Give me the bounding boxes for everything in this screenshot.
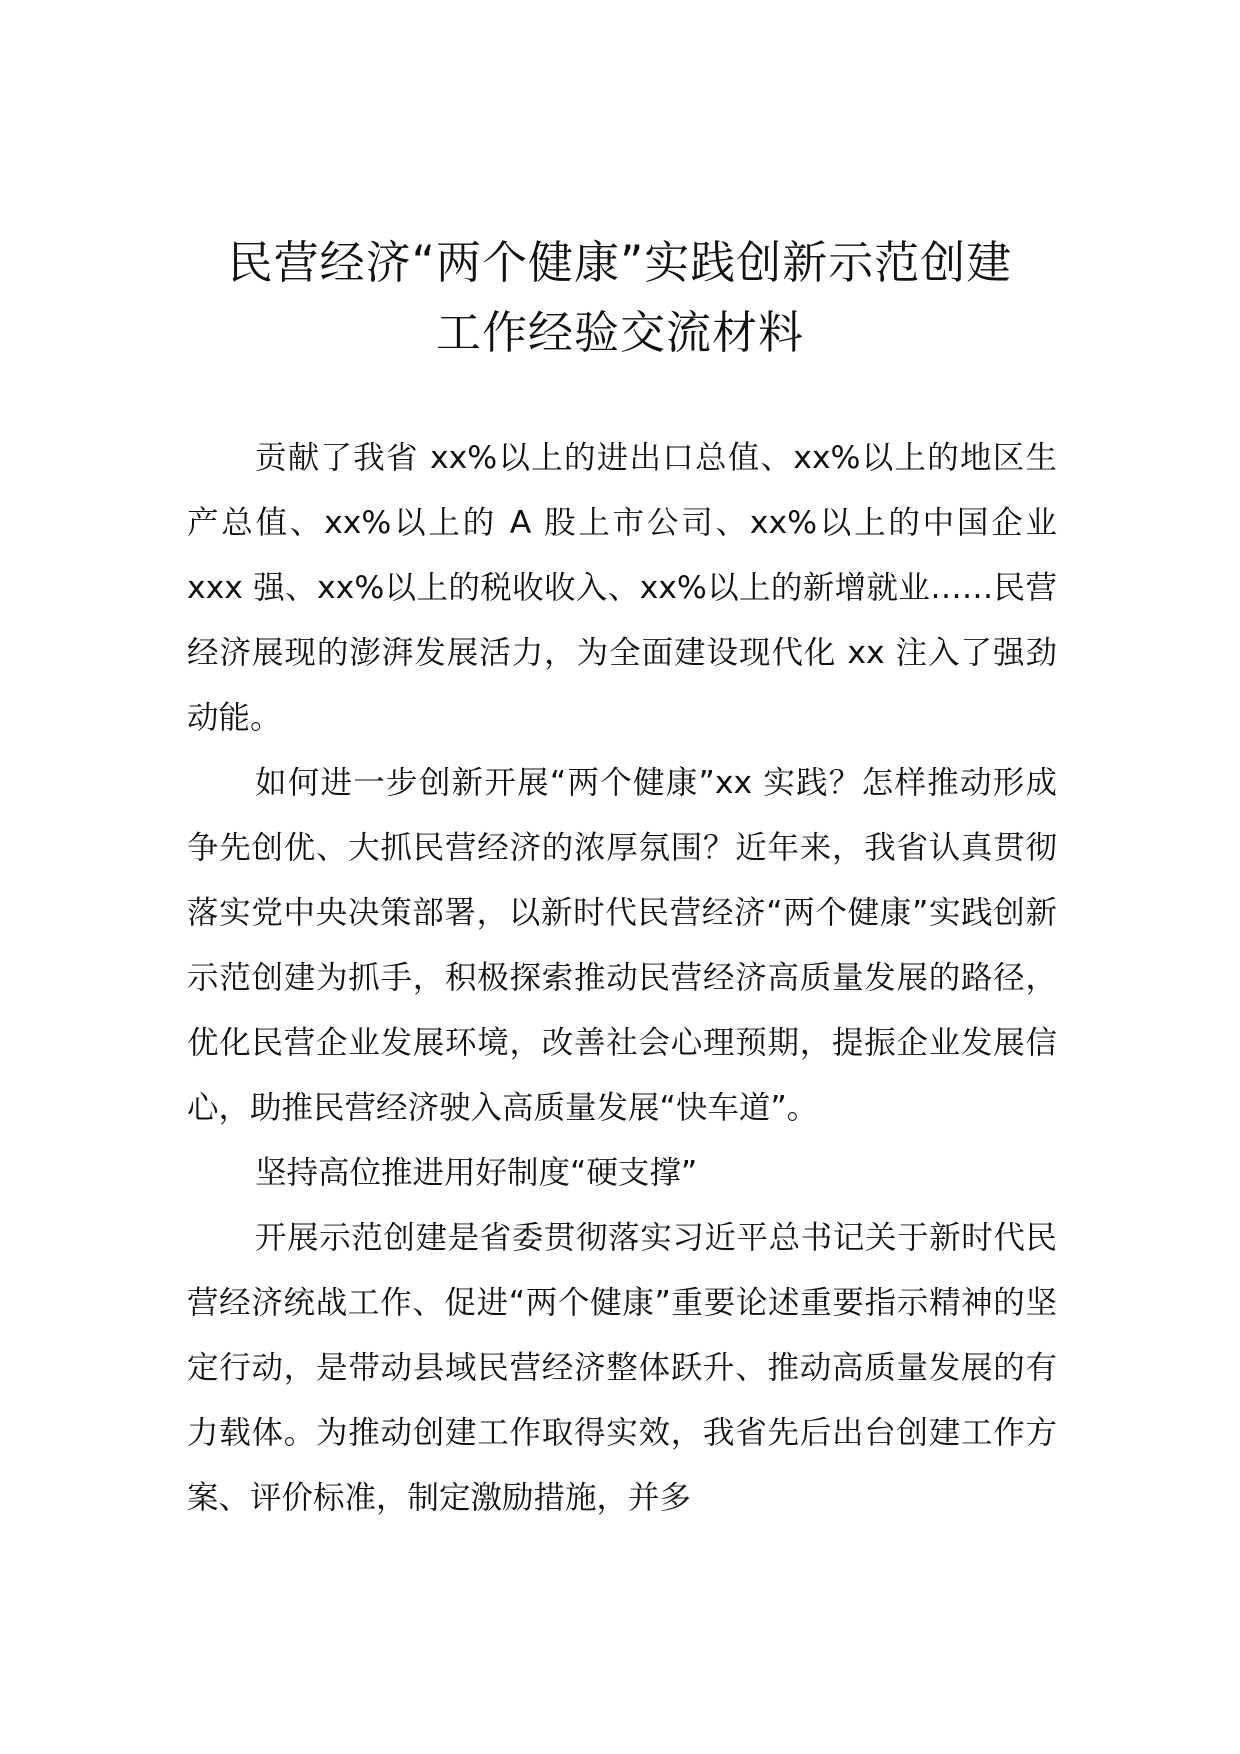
document-body — [187, 426, 1057, 1531]
title-line-2: 工作经验交流材料 — [435, 306, 804, 359]
title-line-1: 民营经济“两个健康”实践创新示范创建 — [227, 236, 1013, 289]
paragraph-3: 开展示范创建是省委贯彻落实习近平总书记关于新时代民营经济统战工作、促进“两个健康”重要论述重要指示精神的坚定行动，是带动县域民营经济整体跃升、推动高质量发展的有力载体。为推动创建工作取得实效，我省先后出台创建工作方案、评价标准，制定激励措施，并多 — [187, 1220, 1057, 1516]
document-title — [150, 228, 1090, 368]
section-heading: 坚持高位推进用好制度“硬支撑” — [255, 1155, 698, 1191]
paragraph-2: 如何进一步创新开展“两个健康”xx 实践？怎样推动形成争先创优、大抓民营经济的浓厚氛围？近年来，我省认真贯彻落实党中央决策部署，以新时代民营经济“两个健康”实践创新示范创建为抓手，积极探索推动民营经济高质量发展的路径，优化民营企业发展环境，改善社会心理预期，提振企业发展信心，助推民营经济驶入高质量发展“快车道”。 — [187, 765, 1057, 1126]
paragraph-1: 贡献了我省 xx%以上的进出口总值、xx%以上的地区生产总值、xx%以上的 A 股上市公司、xx%以上的中国企业 xxx 强、xx%以上的税收收入、xx%以上的新增就业……民营经济展现的澎湃发展活力，为全面建设现代化 xx 注入了强劲动能。 — [187, 440, 1057, 736]
